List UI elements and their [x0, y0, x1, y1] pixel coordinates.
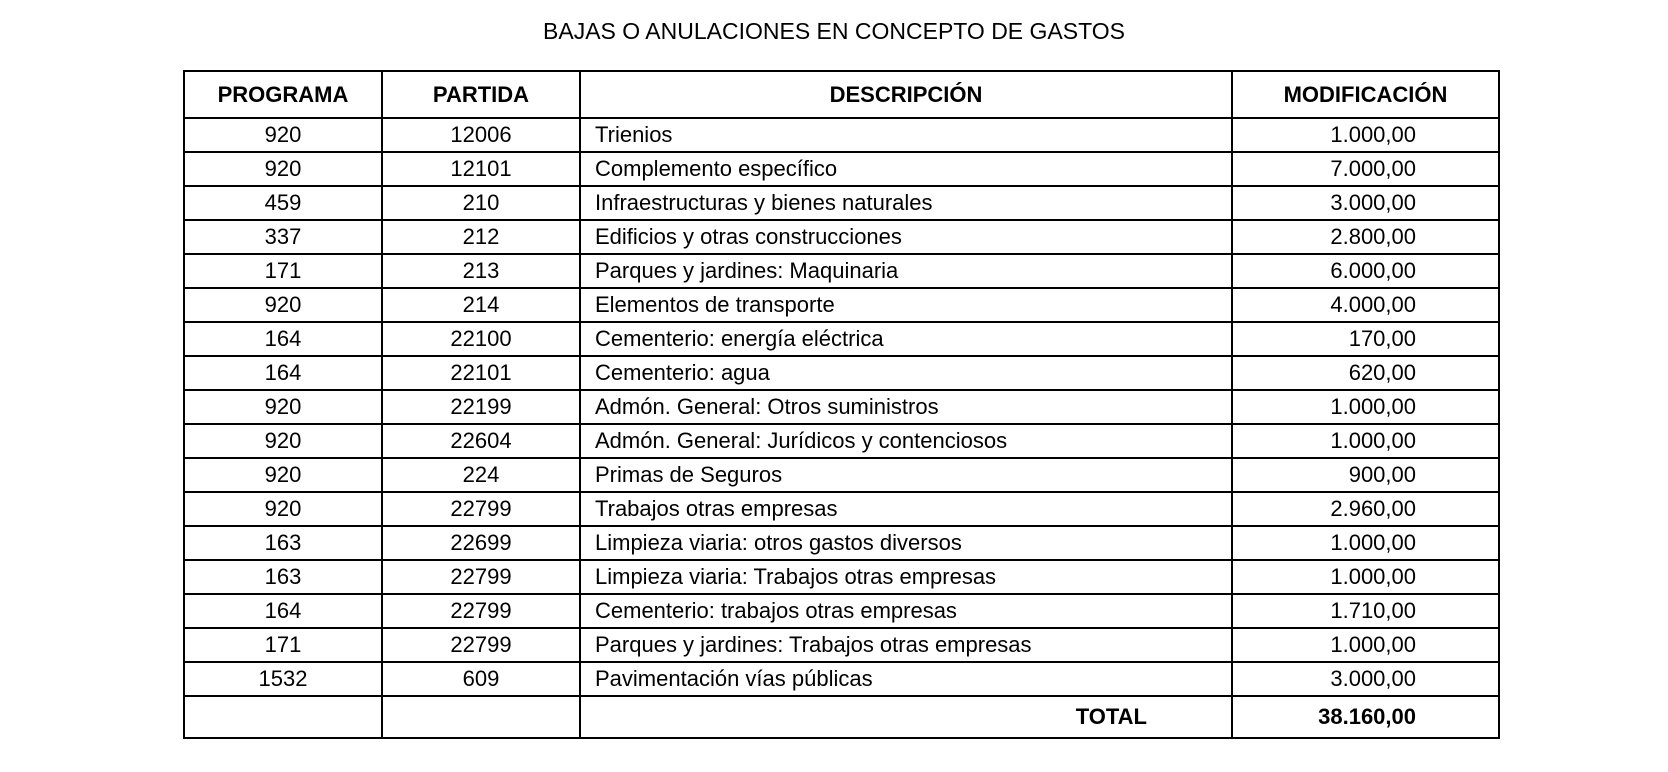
total-row: [184, 696, 1499, 738]
table-row: [184, 186, 1499, 220]
cell-descripcion: Pavimentación vías públicas: [580, 662, 1232, 696]
table-row: [184, 492, 1499, 526]
cell-descripcion: Limpieza viaria: otros gastos diversos: [580, 526, 1232, 560]
cell-modificacion: 4.000,00: [1232, 288, 1499, 322]
column-header-modificacion: MODIFICACIÓN: [1232, 71, 1499, 118]
table-header-row: [184, 71, 1499, 118]
cell-programa: 164: [184, 594, 382, 628]
cell-modificacion: 7.000,00: [1232, 152, 1499, 186]
cell-modificacion: 1.000,00: [1232, 560, 1499, 594]
cell-partida: 22199: [382, 390, 580, 424]
cell-partida: 213: [382, 254, 580, 288]
table-body: [184, 118, 1499, 696]
cell-descripcion: Limpieza viaria: Trabajos otras empresas: [580, 560, 1232, 594]
cell-descripcion: Trabajos otras empresas: [580, 492, 1232, 526]
cell-partida: 210: [382, 186, 580, 220]
cell-modificacion: 2.960,00: [1232, 492, 1499, 526]
table-row: [184, 662, 1499, 696]
table-row: [184, 152, 1499, 186]
cell-modificacion: 1.000,00: [1232, 526, 1499, 560]
cell-programa: 920: [184, 424, 382, 458]
cell-partida: 609: [382, 662, 580, 696]
cell-partida: 212: [382, 220, 580, 254]
cell-descripcion: Parques y jardines: Maquinaria: [580, 254, 1232, 288]
cell-descripcion: Complemento específico: [580, 152, 1232, 186]
cell-programa: 163: [184, 526, 382, 560]
cell-programa: 171: [184, 254, 382, 288]
cell-programa: 920: [184, 288, 382, 322]
cell-modificacion: 3.000,00: [1232, 186, 1499, 220]
cell-modificacion: 1.000,00: [1232, 118, 1499, 152]
cell-partida: 22699: [382, 526, 580, 560]
cell-modificacion: 170,00: [1232, 322, 1499, 356]
table-row: [184, 560, 1499, 594]
column-header-partida: PARTIDA: [382, 71, 580, 118]
cell-partida: 214: [382, 288, 580, 322]
cell-modificacion: 3.000,00: [1232, 662, 1499, 696]
cell-descripcion: Cementerio: trabajos otras empresas: [580, 594, 1232, 628]
column-header-programa: PROGRAMA: [184, 71, 382, 118]
table-row: [184, 220, 1499, 254]
cell-descripcion: Infraestructuras y bienes naturales: [580, 186, 1232, 220]
column-header-descripcion: DESCRIPCIÓN: [580, 71, 1232, 118]
cell-programa: 1532: [184, 662, 382, 696]
cell-partida: 224: [382, 458, 580, 492]
table-row: [184, 322, 1499, 356]
cell-modificacion: 2.800,00: [1232, 220, 1499, 254]
cell-modificacion: 1.000,00: [1232, 390, 1499, 424]
cell-descripcion: Admón. General: Jurídicos y contenciosos: [580, 424, 1232, 458]
table-row: [184, 458, 1499, 492]
table-row: [184, 390, 1499, 424]
cell-partida: 22799: [382, 594, 580, 628]
cell-programa: 459: [184, 186, 382, 220]
cell-partida: 12101: [382, 152, 580, 186]
cell-programa: 920: [184, 458, 382, 492]
cell-programa: 920: [184, 492, 382, 526]
table-row: [184, 424, 1499, 458]
cell-programa: 164: [184, 356, 382, 390]
cell-partida: 22799: [382, 628, 580, 662]
cell-modificacion: 1.710,00: [1232, 594, 1499, 628]
page-title: BAJAS O ANULACIONES EN CONCEPTO DE GASTOS: [543, 18, 1125, 44]
cell-modificacion: 1.000,00: [1232, 628, 1499, 662]
cell-programa: 920: [184, 118, 382, 152]
cell-descripcion: Elementos de transporte: [580, 288, 1232, 322]
total-empty-cell: [184, 696, 382, 738]
cell-descripcion: Edificios y otras construcciones: [580, 220, 1232, 254]
cell-modificacion: 900,00: [1232, 458, 1499, 492]
cell-modificacion: 620,00: [1232, 356, 1499, 390]
cell-partida: 12006: [382, 118, 580, 152]
cell-programa: 920: [184, 152, 382, 186]
cell-programa: 337: [184, 220, 382, 254]
total-empty-cell: [382, 696, 580, 738]
cell-programa: 164: [184, 322, 382, 356]
budget-table: [183, 70, 1500, 739]
cell-descripcion: Cementerio: energía eléctrica: [580, 322, 1232, 356]
table-row: [184, 356, 1499, 390]
cell-partida: 22799: [382, 492, 580, 526]
cell-descripcion: Trienios: [580, 118, 1232, 152]
total-label: TOTAL: [580, 696, 1232, 738]
table-row: [184, 526, 1499, 560]
cell-modificacion: 6.000,00: [1232, 254, 1499, 288]
table-row: [184, 594, 1499, 628]
total-value: 38.160,00: [1232, 696, 1499, 738]
cell-partida: 22604: [382, 424, 580, 458]
cell-programa: 920: [184, 390, 382, 424]
cell-programa: 163: [184, 560, 382, 594]
table-row: [184, 628, 1499, 662]
table-row: [184, 254, 1499, 288]
cell-partida: 22100: [382, 322, 580, 356]
cell-partida: 22101: [382, 356, 580, 390]
cell-descripcion: Primas de Seguros: [580, 458, 1232, 492]
cell-descripcion: Cementerio: agua: [580, 356, 1232, 390]
cell-modificacion: 1.000,00: [1232, 424, 1499, 458]
cell-descripcion: Admón. General: Otros suministros: [580, 390, 1232, 424]
cell-programa: 171: [184, 628, 382, 662]
cell-partida: 22799: [382, 560, 580, 594]
table-row: [184, 118, 1499, 152]
table-row: [184, 288, 1499, 322]
cell-descripcion: Parques y jardines: Trabajos otras empresas: [580, 628, 1232, 662]
